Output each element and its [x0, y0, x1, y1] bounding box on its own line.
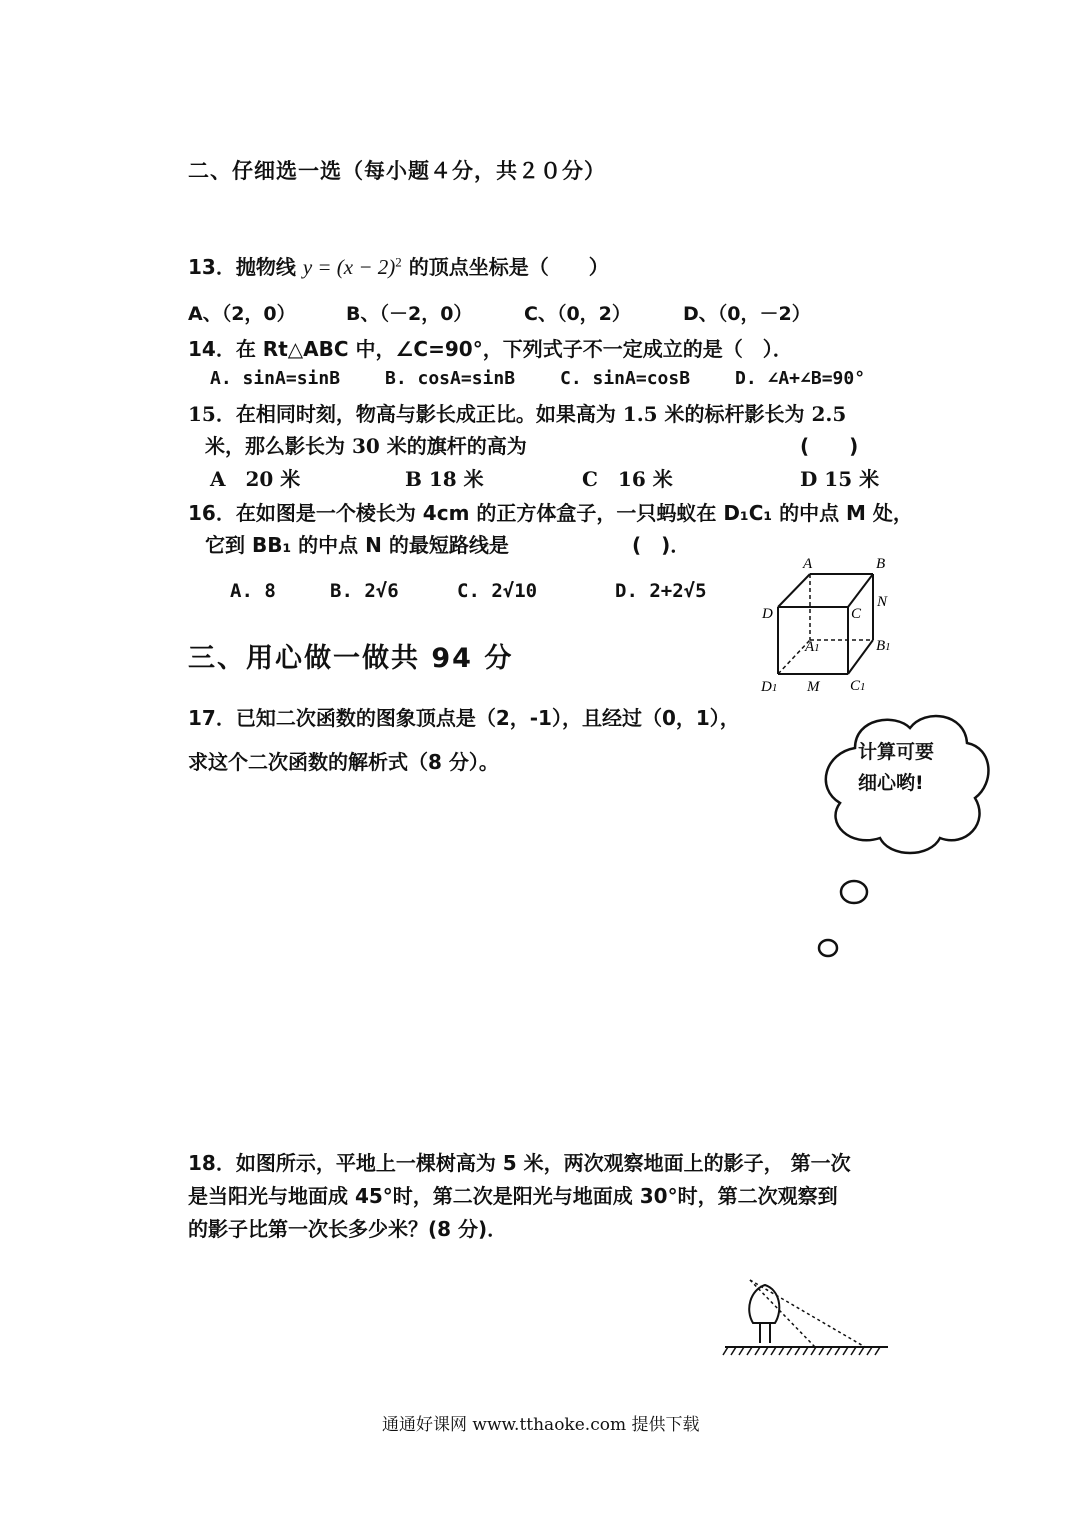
hatch-mark	[755, 1347, 760, 1355]
q13-option-d: D、（0，－2）	[683, 303, 811, 325]
q13-stem-suffix: 的顶点坐标是（ ）	[408, 255, 609, 279]
q16-option-c: C. 2√10	[457, 580, 538, 602]
hatch-mark	[747, 1347, 752, 1355]
q13-option-c: C、（0，2）	[524, 303, 631, 325]
question-17-line1: 17．已知二次函数的图象顶点是（2，-1），且经过（0，1），	[188, 706, 740, 730]
tree-crown	[749, 1285, 779, 1323]
question-14: 14．在 Rt△ABC 中，∠C=90°，下列式子不一定成立的是（ ）．	[188, 337, 793, 361]
hatch-mark	[779, 1347, 784, 1355]
hatch-mark	[795, 1347, 800, 1355]
cube-edge-da	[778, 574, 810, 607]
q13-option-a: A、（2，0）	[188, 303, 296, 325]
sun-ray-30	[750, 1280, 865, 1347]
ground-hatching	[723, 1347, 880, 1355]
hatch-mark	[835, 1347, 840, 1355]
question-16-line1: 16．在如图是一个棱长为 4cm 的正方体盒子，一只蚂蚁在 D₁C₁ 的中点 M 处，	[188, 501, 913, 525]
q14-option-d: D. ∠A+∠B=90°	[735, 368, 866, 389]
hatch-mark	[731, 1347, 736, 1355]
cube-label-n: N	[877, 594, 888, 610]
q15-option-c: C 16 米	[582, 467, 673, 491]
question-16-line2: 它到 BB₁ 的中点 N 的最短路线是	[205, 533, 509, 557]
hatch-mark	[827, 1347, 832, 1355]
cube-label-d: D	[762, 606, 773, 622]
cloud-text-line1: 计算可要	[858, 741, 935, 763]
cube-label-c: C	[851, 606, 862, 622]
q14-option-c: C. sinA=cosB	[560, 368, 691, 389]
cube-label-m: M	[807, 679, 820, 695]
footer-text: 通通好课网 www.tthaoke.com 提供下载	[382, 1415, 700, 1435]
cube-label-a: A	[803, 556, 813, 572]
hatch-mark	[739, 1347, 744, 1355]
q14-option-a: A. sinA=sinB	[210, 368, 341, 389]
cube-label-b: B	[876, 556, 886, 572]
q16-answer-paren: ( )．	[632, 533, 691, 557]
hatch-mark	[867, 1347, 872, 1355]
hatch-mark	[723, 1347, 728, 1355]
cube-label-b1: B1	[876, 638, 891, 654]
q15-option-b: B 18 米	[405, 467, 484, 491]
hatch-mark	[851, 1347, 856, 1355]
hatch-mark	[819, 1347, 824, 1355]
q16-option-a: A. 8	[230, 580, 276, 602]
q15-answer-paren: ( )	[800, 434, 859, 458]
hatch-mark	[875, 1347, 880, 1355]
hatch-mark	[787, 1347, 792, 1355]
cube-figure	[755, 552, 915, 697]
thought-dot-large	[841, 881, 867, 903]
question-15-line2: 米，那么影长为 30 米的旗杆的高为	[205, 434, 527, 458]
section-3-heading: 三、用心做一做共 94 分	[188, 643, 514, 674]
question-18-line1: 18．如图所示，平地上一棵树高为 5 米，两次观察地面上的影子， 第一次	[188, 1151, 851, 1175]
q16-option-d: D. 2+2√5	[615, 580, 707, 602]
cube-label-a1: A1	[805, 639, 820, 655]
hatch-mark	[859, 1347, 864, 1355]
tree-shadow-figure	[720, 1275, 910, 1370]
q13-stem-prefix: 13．抛物线	[188, 255, 296, 279]
q15-option-d: D 15 米	[800, 467, 880, 491]
hatch-mark	[771, 1347, 776, 1355]
question-13	[188, 251, 609, 280]
hatch-mark	[843, 1347, 848, 1355]
cube-label-d1: D1	[761, 679, 778, 695]
hatch-mark	[811, 1347, 816, 1355]
question-17-line2: 求这个二次函数的解析式（8 分）。	[188, 750, 499, 774]
q14-option-b: B. cosA=sinB	[385, 368, 516, 389]
q13-option-b: B、（－2，0）	[346, 303, 473, 325]
thought-dot-medium	[819, 940, 837, 956]
cube-edge-c1b1	[848, 640, 873, 674]
q13-exponent: 2	[395, 254, 402, 270]
hatch-mark	[763, 1347, 768, 1355]
cube-label-c1: C1	[850, 678, 866, 694]
cloud-text-line2: 细心哟!	[858, 772, 924, 794]
q15-option-a: A 20 米	[210, 467, 301, 491]
question-18-line3: 的影子比第一次长多少米？(8 分)．	[188, 1217, 508, 1241]
hatch-mark	[803, 1347, 808, 1355]
question-15-line1: 15．在相同时刻，物高与影长成正比。如果高为 1.5 米的标杆影长为 2.5	[188, 402, 847, 426]
q13-formula: y = (x − 2)	[302, 255, 396, 279]
cube-edge-cb	[848, 574, 873, 607]
section-2-heading: 二、仔细选一选（每小题４分，共２０分）	[188, 159, 606, 183]
q16-option-b: B. 2√6	[330, 580, 399, 602]
question-18-line2: 是当阳光与地面成 45°时，第二次是阳光与地面成 30°时，第二次观察到	[188, 1184, 838, 1208]
